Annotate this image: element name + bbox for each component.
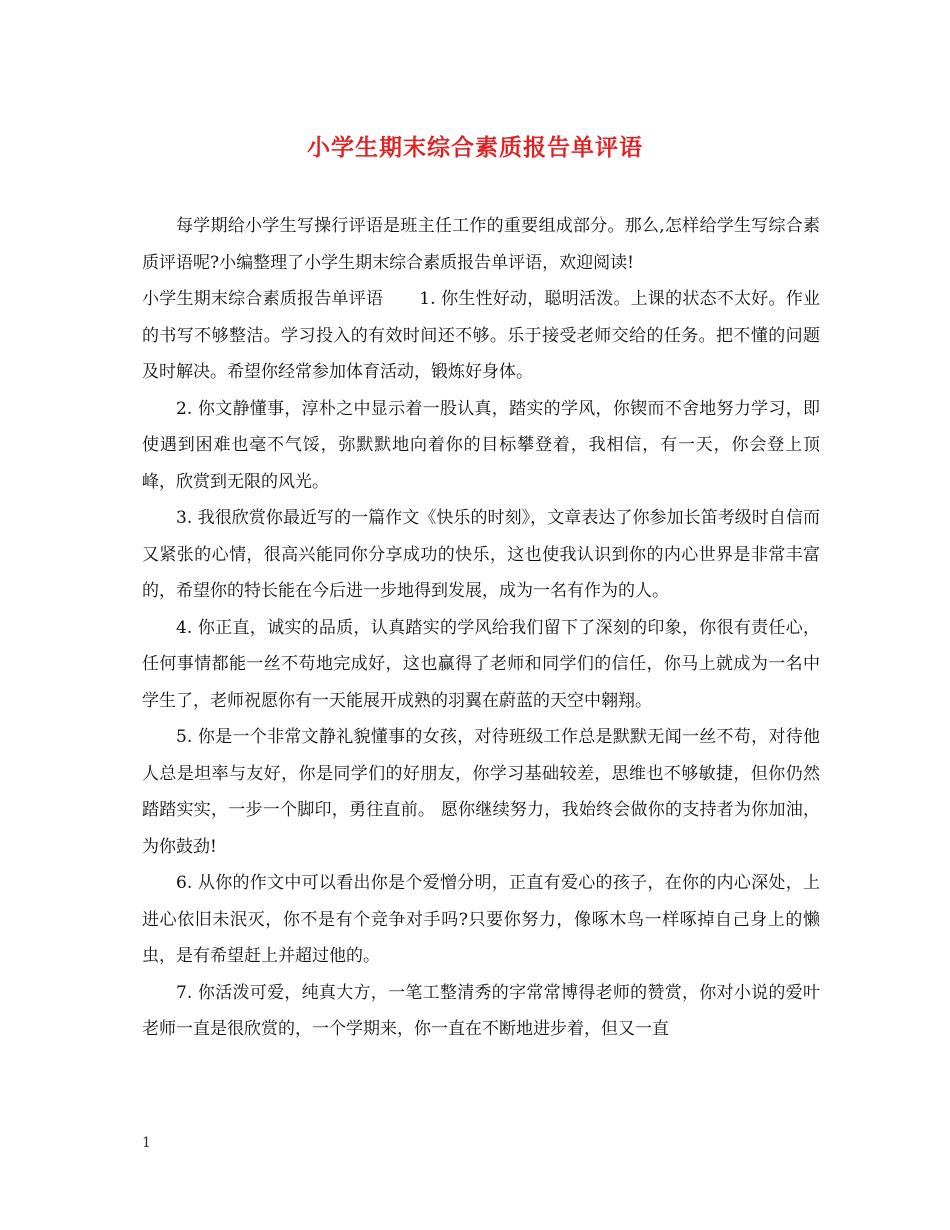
- comment-text-1: 1. 你生性好动，聪明活泼。上课的状态不太好。作业的书写不够整洁。学习投入的有效时间还不够。乐于接受老师交给的任务。把不懂的问题及时解决。希望你经常参加体育活动，锻炼好身体。: [142, 289, 821, 382]
- intro-paragraph: 每学期给小学生写操行评语是班主任工作的重要组成部分。那么,怎样给学生写综合素质评语呢?小编整理了小学生期末综合素质报告单评语，欢迎阅读!: [142, 216, 820, 273]
- document-body: [142, 208, 820, 1048]
- comment-paragraph-5: 5. 你是一个非常文静礼貌懂事的女孩，对待班级工作总是默默无闻一丝不苟，对待他人总是坦率与友好，你是同学们的好朋友，你学习基础较差，思维也不够敏捷，但你仍然踏踏实实，一步一个脚印，勇往直前。 愿你继续努力，我始终会做你的支持者为你加油，为你鼓劲!: [142, 727, 820, 857]
- comment-paragraph-1: [142, 281, 820, 391]
- comment-paragraph-6: 6. 从你的作文中可以看出你是个爱憎分明，正直有爱心的孩子，在你的内心深处，上进心依旧未泯灭，你不是有个竞争对手吗?只要你努力，像啄木鸟一样啄掉自己身上的懒虫，是有希望赶上并超过他的。: [142, 873, 820, 966]
- page-number: 1: [142, 1135, 151, 1151]
- comment-paragraph-7: 7. 你活泼可爱，纯真大方，一笔工整清秀的字常常博得老师的赞赏，你对小说的爱叶老师一直是很欣赏的，一个学期来，你一直在不断地进步着，但又一直: [142, 982, 820, 1039]
- section-subheading: 小学生期末综合素质报告单评语: [142, 289, 384, 309]
- comment-paragraph-3: 3. 我很欣赏你最近写的一篇作文《快乐的时刻》，文章表达了你参加长笛考级时自信而又紧张的心情，很高兴能同你分享成功的快乐，这也使我认识到你的内心世界是非常丰富的，希望你的特长能在今后进一步地得到发展，成为一名有作为的人。: [142, 508, 820, 601]
- document-title: 小学生期末综合素质报告单评语: [307, 134, 643, 161]
- comment-paragraph-2: 2. 你文静懂事，淳朴之中显示着一股认真，踏实的学风，你锲而不舍地努力学习，即使遇到困难也毫不气馁，弥默默地向着你的目标攀登着，我相信，有一天，你会登上顶峰，欣赏到无限的风光。: [142, 398, 820, 492]
- comment-paragraph-4: 4. 你正直，诚实的品质，认真踏实的学风给我们留下了深刻的印象，你很有责任心，任何事情都能一丝不苟地完成好，这也赢得了老师和同学们的信任，你马上就成为一名中学生了，老师祝愿你有一天能展开成熟的羽翼在蔚蓝的天空中翱翔。: [142, 617, 820, 711]
